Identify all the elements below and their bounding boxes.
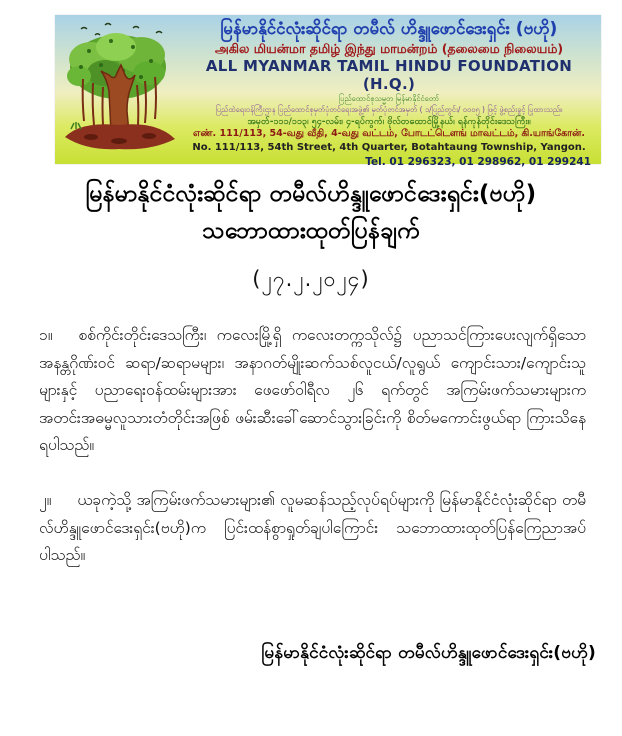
document-title — [0, 176, 622, 250]
paragraph-2-number: ၂။ — [39, 490, 52, 509]
banyan-tree-icon — [61, 21, 179, 157]
country-line: ပြည်ထောင်စုသမ္မတ မြန်မာနိုင်ငံတော် — [338, 93, 440, 103]
paragraph-2-text: ယခုကဲ့သို့ အကြမ်းဖက်သမားများ၏ လူမဆန်သည့်လုပ်ရပ်များကို မြန်မာနိုင်ငံလုံးဆိုင်ရာ တမီလ်ဟိန္ဒူဖောင်ဒေးရှင်း(ဗဟို)က ပြင်းထန်စွာရှုတ်ချပါကြောင်း သဘောထားထုတ်ပြန်ကြေညာအပ်ပါသည်။ — [39, 490, 586, 565]
org-name-english: ALL MYANMAR TAMIL HINDU FOUNDATION (H.Q.) — [205, 57, 573, 93]
paragraph-1-text: စစ်ကိုင်းတိုင်းဒေသကြီး၊ ကလေးမြို့ရှိ ကလေးတက္ကသိုလ်၌ ပညာသင်ကြားပေးလျက်ရှိသော အနန္တဂိုဏ်းဝင် ဆရာ/ဆရာမများ၊ အနာဂတ်မျိုးဆက်သစ်လူငယ်/လူရွယ် ကျောင်းသား/ကျောင်းသူများနှင့် ပညာရေးဝန်ထမ်းများအား ဖေဖော်ဝါရီလ ၂၆ ရက်တွင် အကြမ်းဖက်သမားများက အတင်းအဓမ္မလူသားတံတိုင်းအဖြစ် ဖမ်းဆီးခေါ်ဆောင်သွားခြင်းကို စိတ်မကောင်းဖွယ်ရာ ကြားသိနေရပါသည်။ — [39, 326, 586, 455]
paragraph-2 — [39, 487, 586, 570]
document-body — [39, 322, 586, 597]
paragraph-1 — [39, 322, 586, 460]
phone-line: Tel. 01 296323, 01 298962, 01 299241 — [365, 155, 591, 168]
letterhead-banner — [55, 15, 601, 168]
signature-line: မြန်မာနိုင်ငံလုံးဆိုင်ရာ တမီလ်ဟိန္ဒူဖောင်ဒေးရှင်း(ဗဟို) — [261, 643, 596, 663]
document-title-line1: မြန်မာနိုင်ငံလုံးဆိုင်ရာ တမီလ်ဟိန္ဒူဖောင်ဒေးရှင်း(ဗဟို) — [85, 181, 537, 207]
banyan-tree-logo — [55, 15, 183, 164]
address-tamil: எண். 111/113, 54-வது வீதி, 4-வது வட்டம், போடட்டௌங் மாவட்டம், கி.யாங்கோன். — [193, 128, 585, 140]
letterhead-text-column — [183, 15, 601, 168]
document-title-line2: သဘောထားထုတ်ပြန်ချက် — [202, 218, 420, 244]
document-date: (၂၇.၂.၂၀၂၄) — [252, 267, 370, 291]
org-name-tamil: அகில மியன்மா தமிழ் இந்து மாமன்றம் (தலைமை நிலையம்) — [214, 40, 564, 56]
paragraph-1-number: ၁။ — [39, 326, 53, 344]
org-name-burmese: မြန်မာနိုင်ငံလုံးဆိုင်ရာ တမီလ် ဟိန္ဒူဖောင်ဒေးရှင်း (ဗဟို) — [220, 19, 558, 38]
registration-line: ပြည်ထဲရေးဝန်ကြီးဌာန ပြည်ထောင်စုမှတ်ပုံတင်ရေးအဖွဲ့၏ မှတ်ပုံတင်အမှတ် ( ၁/ပြည်တွင်း/ ၀၀၀၅ ) ဖြင့် ဖွဲ့စည်းခွင့် ပြုထားသည်။ — [215, 105, 563, 115]
address-english: No. 111/113, 54th Street, 4th Quarter, Botahtaung Township, Yangon. — [192, 142, 586, 154]
address-burmese: အမှတ်-၁၁၁/၁၁၃၊ ၅၄-လမ်း၊ ၄-ရပ်ကွက်၊ ဗိုလ်တထောင်မြို့နယ်၊ ရန်ကုန်တိုင်းဒေသကြီး။ — [247, 117, 531, 128]
